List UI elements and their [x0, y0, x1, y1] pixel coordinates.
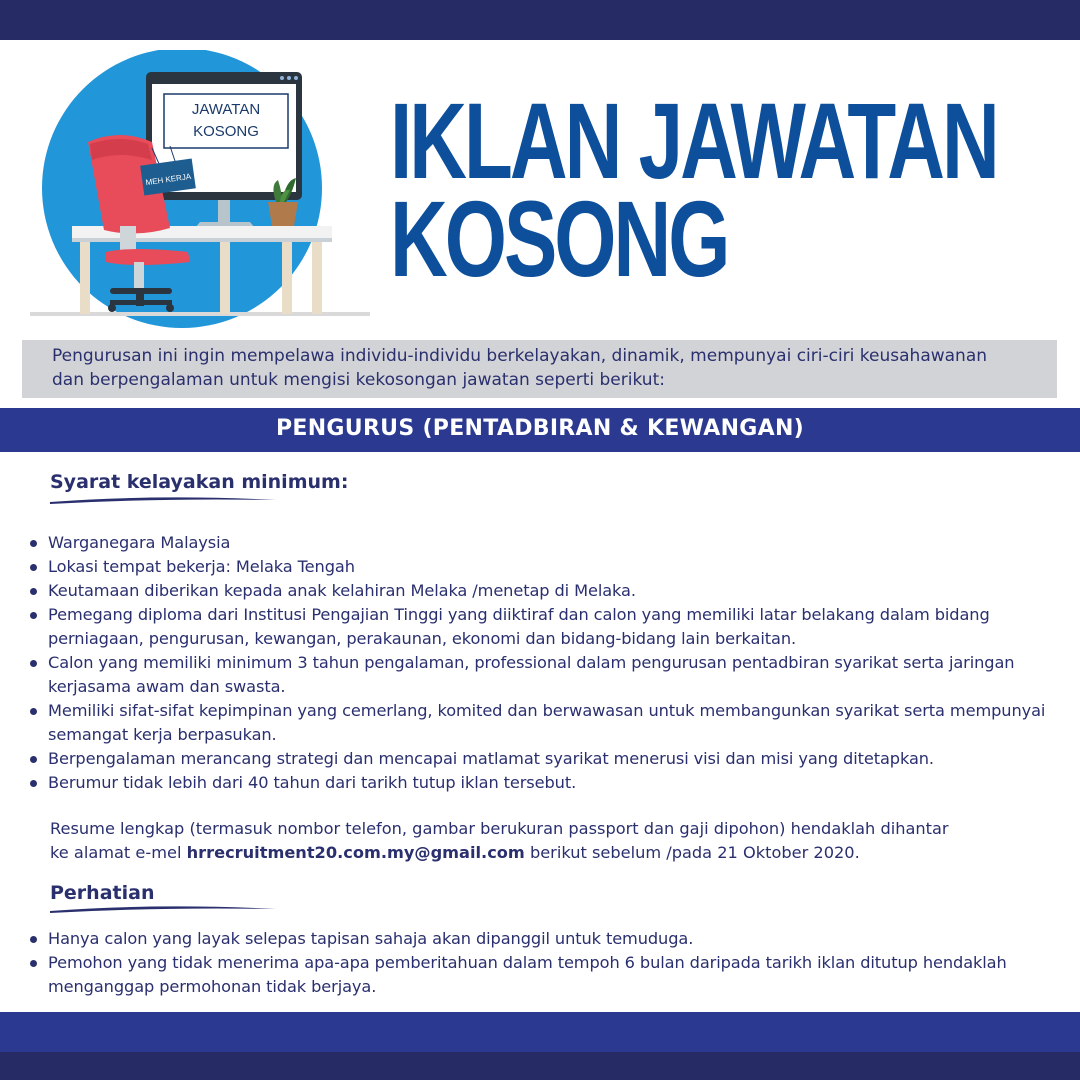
- headline-line-1: IKLAN JAWATAN: [390, 80, 997, 201]
- requirements-underline: [48, 494, 278, 506]
- resume-line-2: [50, 841, 1060, 865]
- list-item: Memiliki sifat-sifat kepimpinan yang cemerlang, komited dan berwawasan untuk membangunkan syarikat serta mempunyai semangat kerja berpasukan.: [28, 699, 1068, 747]
- list-item: Berpengalaman merancang strategi dan mencapai matlamat syarikat menerusi visi dan misi yang ditetapkan.: [28, 747, 1068, 771]
- email-address[interactable]: hrrecruitment20.com.my@gmail.com: [186, 843, 525, 862]
- headline: [390, 80, 1060, 299]
- list-item: Lokasi tempat bekerja: Melaka Tengah: [28, 555, 1068, 579]
- monitor-text-1: JAWATAN: [191, 101, 261, 118]
- top-band: [0, 0, 1080, 40]
- office-desk-illustration: [20, 50, 380, 330]
- position-title: PENGURUS (PENTADBIRAN & KEWANGAN): [275, 416, 805, 441]
- monitor-text-2: KOSONG: [193, 123, 259, 140]
- list-item: Pemohon yang tidak menerima apa-apa pemberitahuan dalam tempoh 6 bulan daripada tarikh iklan ditutup hendaklah menganggap permohonan tidak berjaya.: [28, 951, 1068, 999]
- resume-line-2-prefix: ke alamat e-mel: [50, 843, 187, 862]
- notice-list: [28, 927, 1068, 999]
- intro-line-1: Pengurusan ini ingin mempelawa individu-individu berkelayakan, dinamik, mempunyai ciri-ciri keusahawanan: [52, 346, 988, 366]
- requirements-heading: Syarat kelayakan minimum:: [50, 471, 349, 493]
- intro-line-2: dan berpengalaman untuk mengisi kekosongan jawatan seperti berikut:: [52, 370, 665, 390]
- resume-line-2-suffix: berikut sebelum /pada 21 Oktober 2020.: [524, 843, 860, 862]
- list-item: Hanya calon yang layak selepas tapisan sahaja akan dipanggil untuk temuduga.: [28, 927, 1068, 951]
- notice-underline: [48, 903, 278, 915]
- resume-line-1: Resume lengkap (termasuk nombor telefon, gambar berukuran passport dan gaji dipohon) hendaklah dihantar: [50, 819, 949, 838]
- list-item: Berumur tidak lebih dari 40 tahun dari tarikh tutup iklan tersebut.: [28, 771, 1068, 795]
- notice-heading: Perhatian: [50, 882, 155, 904]
- intro-box: [22, 340, 1057, 398]
- list-item: Pemegang diploma dari Institusi Pengajian Tinggi yang diiktiraf dan calon yang memiliki latar belakang dalam bidang perniagaan, pengurusan, kewangan, perakaunan, ekonomi dan bidang-bidang lain berkaitan.: [28, 603, 1068, 651]
- list-item: Keutamaan diberikan kepada anak kelahiran Melaka /menetap di Melaka.: [28, 579, 1068, 603]
- position-title-bar: [0, 408, 1080, 452]
- headline-line-2: KOSONG: [390, 178, 728, 299]
- requirements-list: [28, 531, 1068, 795]
- sign-text: MEH KERJA: [145, 171, 192, 188]
- bottom-band-dark: [0, 1052, 1080, 1080]
- bottom-band: [0, 1012, 1080, 1052]
- list-item: Warganegara Malaysia: [28, 531, 1068, 555]
- list-item: Calon yang memiliki minimum 3 tahun pengalaman, professional dalam pengurusan pentadbiran syarikat serta jaringan kerjasama awam dan swasta.: [28, 651, 1068, 699]
- resume-instructions: [50, 817, 1060, 865]
